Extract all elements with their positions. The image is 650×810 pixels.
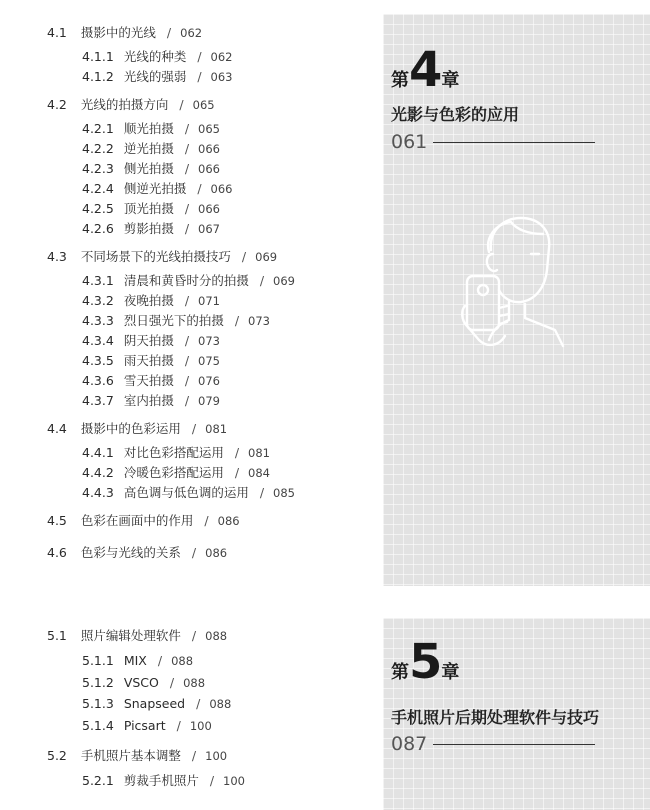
toc-subsection-entry[interactable] (82, 373, 220, 389)
toc-page-number: 066 (198, 142, 220, 156)
toc-title: 夜晚拍摄 (123, 293, 174, 308)
toc-subsection-entry[interactable] (82, 393, 220, 409)
toc-subsection-entry[interactable] (82, 49, 233, 65)
toc-number: 4.1.2 (82, 69, 114, 84)
toc-subsection-entry[interactable] (82, 273, 295, 289)
toc-title: 雨天拍摄 (123, 353, 174, 368)
toc-separator: / (184, 373, 190, 388)
toc-title: VSCO (123, 674, 159, 690)
toc-subsection-entry[interactable] (82, 773, 245, 789)
toc-page-number: 065 (192, 98, 215, 112)
toc-separator: / (184, 393, 190, 408)
toc-number: 4.2.6 (82, 221, 114, 236)
toc-subsection-entry[interactable] (82, 201, 220, 217)
toc-number: 4.2.1 (82, 121, 114, 136)
toc-section-entry[interactable] (47, 513, 240, 529)
toc-subsection-entry[interactable] (82, 141, 220, 157)
chapter-5-panel (383, 618, 650, 810)
toc-title: 色彩与光线的关系 (80, 545, 181, 560)
chapter-4-heading (391, 42, 460, 98)
toc-section-entry[interactable] (47, 97, 215, 113)
toc-separator: / (191, 748, 197, 763)
toc-subsection-entry[interactable] (82, 293, 220, 309)
toc-title: 色彩在画面中的作用 (80, 513, 194, 528)
toc-title: 剪裁手机照片 (123, 773, 199, 788)
chapter-5-heading (391, 634, 460, 690)
toc-number: 4.3.7 (82, 393, 114, 408)
toc-separator: / (176, 717, 181, 733)
toc-number: 4.2.5 (82, 201, 114, 216)
toc-title: 手机照片基本调整 (80, 748, 181, 763)
toc-number: 4.4.2 (82, 465, 114, 480)
toc-page-number: 088 (205, 629, 228, 643)
toc-separator: / (234, 445, 240, 460)
toc-separator: / (197, 69, 202, 84)
toc-separator: / (196, 696, 201, 711)
toc-page-number: 086 (205, 546, 228, 560)
toc-page-number: 065 (198, 122, 220, 136)
toc-title: 逆光拍摄 (123, 141, 174, 156)
toc-page-number: 084 (248, 466, 270, 480)
toc-page-number: 067 (198, 222, 220, 236)
toc-number: 5.1 (47, 628, 67, 643)
toc-title: 光线的拍摄方向 (80, 97, 169, 112)
toc-number: 5.1.1 (82, 653, 114, 668)
toc-subsection-entry[interactable] (82, 485, 295, 501)
toc-subsection-entry[interactable] (82, 353, 220, 369)
toc-number: 4.3.1 (82, 273, 114, 288)
toc-subsection-entry[interactable] (82, 121, 220, 137)
toc-page-number: 066 (198, 202, 220, 216)
toc-subsection-entry[interactable] (82, 718, 212, 734)
chapter-prefix: 第 (391, 662, 409, 683)
toc-title: 光线的强弱 (123, 69, 187, 84)
toc-page-number: 076 (198, 374, 220, 388)
toc-page-number: 069 (255, 250, 278, 264)
toc-separator: / (184, 293, 190, 308)
toc-separator: / (184, 161, 190, 176)
toc-page-number: 079 (198, 394, 220, 408)
toc-number: 4.1 (47, 25, 67, 40)
toc-subsection-entry[interactable] (82, 653, 193, 669)
chapter-5-title: 手机照片后期处理软件与技巧 (391, 708, 600, 727)
chapter-4-rule (433, 142, 595, 143)
toc-separator: / (209, 773, 215, 788)
toc-number: 4.2.4 (82, 181, 114, 196)
toc-title: 高色调与低色调的运用 (123, 485, 249, 500)
toc-title: 照片编辑处理软件 (80, 628, 181, 643)
toc-title: Picsart (123, 717, 166, 733)
toc-title: 顺光拍摄 (123, 121, 174, 136)
toc-number: 4.3.2 (82, 293, 114, 308)
toc-section-entry[interactable] (47, 628, 227, 644)
toc-subsection-entry[interactable] (82, 465, 270, 481)
toc-title: 不同场景下的光线拍摄技巧 (80, 249, 231, 264)
toc-subsection-entry[interactable] (82, 181, 233, 197)
chapter-5-rule (433, 744, 595, 745)
toc-subsection-entry[interactable] (82, 445, 270, 461)
toc-number: 4.3.3 (82, 313, 114, 328)
toc-separator: / (259, 485, 265, 500)
toc-page-number: 081 (205, 422, 228, 436)
chapter-number: 5 (409, 634, 442, 690)
toc-separator: / (184, 353, 190, 368)
toc-section-entry[interactable] (47, 748, 227, 764)
toc-number: 4.1.1 (82, 49, 114, 64)
toc-title: 冷暖色彩搭配运用 (123, 465, 224, 480)
toc-number: 4.2.2 (82, 141, 114, 156)
toc-page-number: 086 (217, 514, 240, 528)
toc-separator: / (204, 513, 209, 528)
toc-number: 5.1.2 (82, 674, 114, 690)
toc-subsection-entry[interactable] (82, 221, 220, 237)
toc-page-number: 088 (171, 654, 194, 668)
toc-page-number: 088 (209, 697, 232, 711)
chapter-4-panel (383, 14, 650, 586)
toc-page-number: 088 (183, 675, 206, 690)
toc-separator: / (184, 141, 190, 156)
toc-number: 5.2.1 (82, 773, 114, 788)
toc-separator: / (241, 249, 247, 264)
toc-separator: / (191, 421, 197, 436)
toc-subsection-entry[interactable] (82, 161, 220, 177)
toc-separator: / (184, 221, 190, 236)
toc-number: 5.1.3 (82, 696, 114, 711)
toc-subsection-entry[interactable] (82, 333, 220, 349)
chapter-4-title: 光影与色彩的应用 (391, 105, 520, 124)
toc-number: 4.3.4 (82, 333, 114, 348)
toc-page-number: 066 (210, 182, 233, 196)
toc-separator: / (179, 97, 184, 112)
toc-title: 摄影中的色彩运用 (80, 421, 181, 436)
toc-page-number: 081 (248, 446, 270, 460)
toc-separator: / (184, 333, 190, 348)
toc-title: Snapseed (123, 696, 186, 711)
toc-number: 5.1.4 (82, 717, 114, 733)
toc-title: 侧逆光拍摄 (123, 181, 187, 196)
chapter-suffix: 章 (441, 70, 460, 91)
toc-title: 侧光拍摄 (123, 161, 174, 176)
toc-page-number: 073 (248, 314, 270, 328)
toc-section-entry[interactable] (47, 545, 227, 561)
toc-number: 4.4 (47, 421, 67, 436)
toc-separator: / (169, 674, 175, 690)
toc-page-number: 062 (180, 26, 203, 40)
toc-number: 4.3 (47, 249, 67, 264)
toc-title: 阴天拍摄 (123, 333, 174, 348)
toc-separator: / (197, 181, 202, 196)
toc-title: 烈日强光下的拍摄 (123, 313, 224, 328)
toc-page-number: 062 (210, 50, 233, 64)
chapter-5-page: 087 (391, 733, 428, 755)
toc-number: 4.6 (47, 545, 67, 560)
toc-separator: / (259, 273, 265, 288)
chapter-number: 4 (409, 42, 442, 98)
toc-page-number: 075 (198, 354, 220, 368)
toc-title: 光线的种类 (123, 49, 187, 64)
toc-page-number: 069 (273, 274, 295, 288)
toc-page-number: 063 (210, 70, 233, 84)
toc-number: 4.3.5 (82, 353, 114, 368)
toc-number: 5.2 (47, 748, 67, 763)
toc-number: 4.4.3 (82, 485, 114, 500)
toc-separator: / (191, 628, 197, 643)
toc-number: 4.2 (47, 97, 67, 112)
toc-page-number: 100 (223, 774, 245, 788)
toc-separator: / (234, 313, 240, 328)
toc-separator: / (197, 49, 202, 64)
toc-page-number: 100 (189, 718, 212, 733)
toc-separator: / (184, 121, 190, 136)
toc-title: 剪影拍摄 (123, 221, 174, 236)
toc-title: 室内拍摄 (123, 393, 174, 408)
chapter-suffix: 章 (441, 662, 460, 683)
toc-section-entry[interactable] (47, 25, 202, 41)
chapter-prefix: 第 (391, 70, 409, 91)
toc-page-number: 071 (198, 294, 220, 308)
toc-section-entry[interactable] (47, 249, 277, 265)
toc-separator: / (234, 465, 240, 480)
toc-number: 4.3.6 (82, 373, 114, 388)
toc-number: 4.4.1 (82, 445, 114, 460)
toc-title: MIX (123, 653, 147, 668)
toc-number: 4.2.3 (82, 161, 114, 176)
toc-title: 顶光拍摄 (123, 201, 174, 216)
toc-page-number: 085 (273, 486, 295, 500)
toc-page-number: 073 (198, 334, 220, 348)
toc-page-number: 066 (198, 162, 220, 176)
toc-page-number: 100 (205, 749, 228, 763)
toc-subsection-entry[interactable] (82, 69, 233, 85)
selfie-person-icon (459, 210, 569, 360)
toc-subsection-entry[interactable] (82, 696, 231, 712)
toc-subsection-entry[interactable] (82, 313, 270, 329)
toc-separator: / (184, 201, 190, 216)
toc-section-entry[interactable] (47, 421, 227, 437)
chapter-4-page: 061 (391, 131, 428, 153)
toc-title: 清晨和黄昏时分的拍摄 (123, 273, 249, 288)
toc-separator: / (191, 545, 197, 560)
toc-number: 4.5 (47, 513, 67, 528)
toc-separator: / (157, 653, 163, 668)
toc-title: 对比色彩搭配运用 (123, 445, 224, 460)
toc-subsection-entry[interactable] (82, 675, 205, 691)
toc-separator: / (166, 25, 172, 40)
toc-title: 摄影中的光线 (80, 25, 156, 40)
toc-title: 雪天拍摄 (123, 373, 174, 388)
